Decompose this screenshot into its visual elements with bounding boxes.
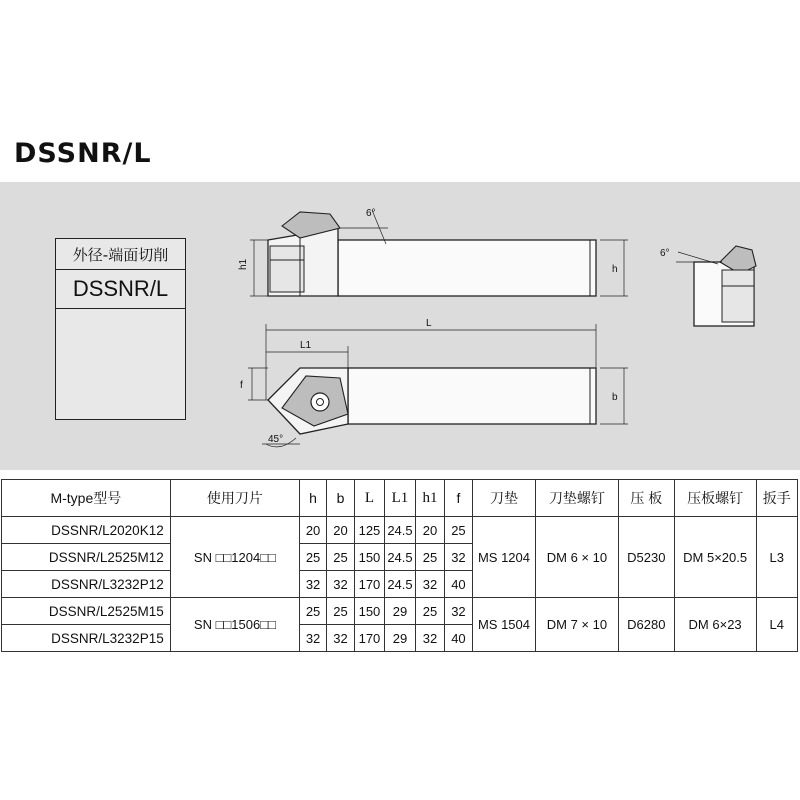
inset-code: DSSNR/L	[56, 270, 185, 309]
shim-screw-cell: DM 6 × 10	[536, 517, 619, 598]
b-cell: 25	[327, 544, 355, 571]
header-h: h	[300, 480, 327, 517]
header-insert: 使用刀片	[170, 480, 299, 517]
header-h1: h1	[416, 480, 445, 517]
header-clamp-screw: 压板螺钉	[674, 480, 756, 517]
model-cell: DSSNR/L3232P15	[2, 625, 171, 652]
dim-f-label: f	[240, 380, 243, 391]
dim-L1-label: L1	[300, 340, 312, 351]
dim-b-label: b	[612, 392, 618, 403]
angle-bottom-label: 45°	[268, 434, 284, 445]
f-cell: 32	[444, 598, 472, 625]
L1-cell: 29	[384, 598, 415, 625]
clamp-cell: D6280	[618, 598, 674, 652]
shim-cell: MS 1504	[472, 598, 535, 652]
L1-cell: 24.5	[384, 517, 415, 544]
wrench-cell: L4	[756, 598, 798, 652]
angle-top-label: 6°	[366, 208, 376, 219]
inset-box	[55, 238, 186, 420]
table-row	[2, 517, 798, 544]
b-cell: 20	[327, 517, 355, 544]
h1-cell: 32	[416, 625, 445, 652]
h1-cell: 20	[416, 517, 445, 544]
dim-h-label: h	[612, 264, 618, 275]
header-L: L	[354, 480, 384, 517]
h1-cell: 25	[416, 544, 445, 571]
end-view	[660, 246, 756, 326]
L-cell: 170	[354, 625, 384, 652]
header-f: f	[444, 480, 472, 517]
L-cell: 150	[354, 598, 384, 625]
L-cell: 150	[354, 544, 384, 571]
spec-table	[1, 479, 798, 652]
page-title: DSSNR/L	[14, 138, 152, 169]
header-L1: L1	[384, 480, 415, 517]
bottom-view	[240, 318, 628, 447]
wrench-cell: L3	[756, 517, 798, 598]
L-cell: 125	[354, 517, 384, 544]
model-cell: DSSNR/L2020K12	[2, 517, 171, 544]
insert-cell: SN □□1204□□	[170, 517, 299, 598]
dim-h1-label: h1	[238, 258, 249, 270]
L-cell: 170	[354, 571, 384, 598]
table-header-row	[2, 480, 798, 517]
f-cell: 25	[444, 517, 472, 544]
h1-cell: 32	[416, 571, 445, 598]
shim-cell: MS 1204	[472, 517, 535, 598]
header-shim: 刀垫	[472, 480, 535, 517]
h-cell: 25	[300, 598, 327, 625]
header-b: b	[327, 480, 355, 517]
header-clamp: 压 板	[618, 480, 674, 517]
insert-cell: SN □□1506□□	[170, 598, 299, 652]
clamp-cell: D5230	[618, 517, 674, 598]
shim-screw-cell: DM 7 × 10	[536, 598, 619, 652]
h-cell: 32	[300, 625, 327, 652]
f-cell: 40	[444, 571, 472, 598]
header-shim-screw: 刀垫螺钉	[536, 480, 619, 517]
table-row	[2, 598, 798, 625]
header-wrench: 扳手	[756, 480, 798, 517]
h-cell: 32	[300, 571, 327, 598]
header-model: M-type型号	[2, 480, 171, 517]
b-cell: 32	[327, 625, 355, 652]
model-cell: DSSNR/L2525M15	[2, 598, 171, 625]
L1-cell: 24.5	[384, 571, 415, 598]
b-cell: 32	[327, 571, 355, 598]
model-cell: DSSNR/L2525M12	[2, 544, 171, 571]
b-cell: 25	[327, 598, 355, 625]
angle-end-label: 6°	[660, 248, 670, 259]
L1-cell: 24.5	[384, 544, 415, 571]
h1-cell: 25	[416, 598, 445, 625]
h-cell: 20	[300, 517, 327, 544]
dim-L-label: L	[426, 318, 432, 329]
f-cell: 40	[444, 625, 472, 652]
model-cell: DSSNR/L3232P12	[2, 571, 171, 598]
clamp-screw-cell: DM 6×23	[674, 598, 756, 652]
clamp-screw-cell: DM 5×20.5	[674, 517, 756, 598]
top-view	[238, 208, 628, 296]
inset-header: 外径-端面切削	[56, 239, 185, 270]
h-cell: 25	[300, 544, 327, 571]
L1-cell: 29	[384, 625, 415, 652]
f-cell: 32	[444, 544, 472, 571]
